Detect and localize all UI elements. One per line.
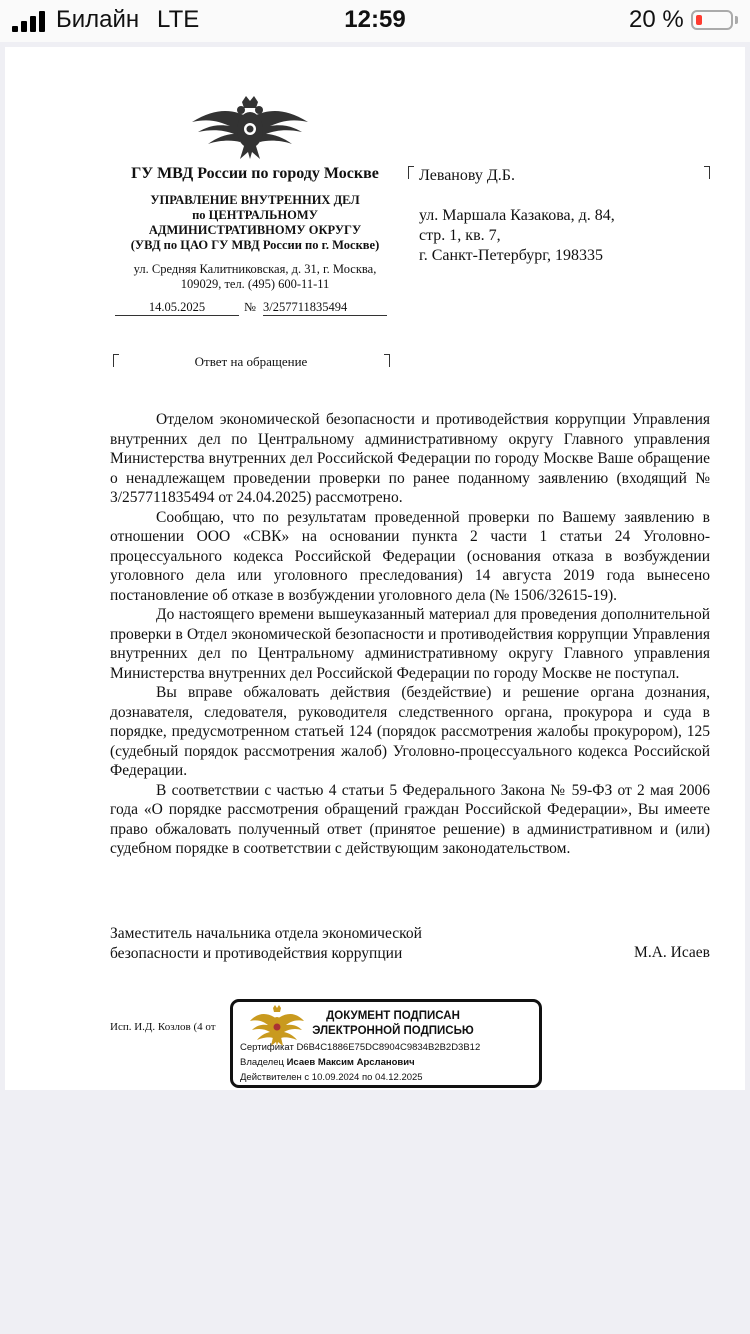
stamp-title-line: ЭЛЕКТРОННОЙ ПОДПИСЬЮ (312, 1025, 474, 1037)
battery-percent: 20 % (629, 6, 684, 33)
status-bar (0, 0, 750, 42)
recipient-name: Леванову Д.Б. (419, 167, 515, 184)
paragraph: В соответствии с частью 4 статьи 5 Федерального Закона № 59-ФЗ от 2 мая 2006 года «О порядке рассмотрения обращений граждан Российской Федерации», Вы имеете право обжаловать полученный ответ (принятое решение) в административном и (или) судебном порядке в соответствии с действующим законодательством. (110, 781, 710, 857)
electronic-signature-stamp (230, 999, 542, 1088)
org-department-line: АДМИНИСТРАТИВНОМУ ОКРУГУ (148, 223, 362, 237)
battery-tip (735, 16, 738, 24)
stamp-title-line: ДОКУМЕНТ ПОДПИСАН (326, 1010, 460, 1022)
paragraph: Сообщаю, что по результатам проведенной проверки по Вашему заявлению в отношении ООО «СВК» на основании пункта 2 части 1 статьи 24 Уголовно-процессуального кодекса Российской Федерации (основания отказа в возбуждении уголовного дела или уголовного преследования) 14 августа 2019 года вынесено постановление об отказе в возбуждении уголовного дела (№ 1506/32615-19). (110, 508, 710, 604)
signer-title-line: безопасности и противодействия коррупции (110, 945, 403, 962)
org-department-line: по ЦЕНТРАЛЬНОМУ (192, 208, 318, 222)
certificate-line (240, 1042, 480, 1053)
validity-line: Действителен с 10.09.2024 по 04.12.2025 (240, 1072, 423, 1083)
recipient-block (419, 166, 615, 266)
certificate-value: D6B4C1886E75DC8904C9834B2B2D3B12 (296, 1042, 481, 1053)
carrier-name: Билайн (56, 6, 140, 33)
subject-line: Ответ на обращение (194, 354, 308, 369)
org-address (110, 262, 400, 292)
letter-body (110, 410, 710, 859)
executor-note: Исп. И.Д. Козлов (4 от (110, 1021, 216, 1033)
signer-title (110, 924, 422, 964)
signer-title-line: Заместитель начальника отдела экономической (110, 925, 422, 942)
clock: 12:59 (344, 6, 406, 33)
double-headed-eagle-emblem (190, 96, 310, 160)
owner-line (240, 1057, 415, 1068)
org-name: ГУ МВД России по городу Москве (131, 165, 379, 182)
registration-number-label: № (244, 300, 256, 314)
org-department (110, 193, 400, 253)
signer-name: М.А. Исаев (634, 944, 710, 961)
battery-icon (691, 10, 733, 30)
eagle-emblem-icon (249, 1005, 305, 1047)
bracket-top-right (704, 166, 710, 179)
org-department-line: (УВД по ЦАО ГУ МВД России по г. Москве) (130, 238, 380, 252)
registration-number: 3/257711835494 (263, 300, 387, 316)
owner-label: Владелец (240, 1057, 284, 1068)
recipient-address-line: ул. Маршала Казакова, д. 84, (419, 207, 615, 224)
bracket-top-left (408, 166, 414, 179)
network-type: LTE (157, 6, 200, 33)
paragraph: Отделом экономической безопасности и противодействия коррупции Управления внутренних дел по Центральному административному округу Главного управления Министерства внутренних дел Российской Федерации по городу Москве Ваше обращение о ненадлежащем проведении проверки по ранее поданному заявлению (входящий № 3/257711835494 от 24.04.2025) рассмотрено. (110, 411, 710, 506)
org-department-line: УПРАВЛЕНИЕ ВНУТРЕННИХ ДЕЛ (150, 193, 360, 207)
certificate-label: Сертификат (240, 1042, 294, 1053)
paragraph: До настоящего времени вышеуказанный материал для проведения дополнительной проверки в Отдел экономической безопасности и противодействия коррупции Управления внутренних дел по Центральному административному округу Главного управления Министерства внутренних дел Российской Федерации по городу Москве не поступал. (110, 606, 710, 682)
paragraph: Вы вправе обжаловать действия (бездействие) и решение органа дознания, дознавателя, следователя, руководителя следственного органа, прокурора и суда в порядке, предусмотренном статьей 124 (порядок рассмотрения жалобы прокурором), 125 (судебный порядок рассмотрения жалоб) Уголовно-процессуального кодекса Российской Федерации. (110, 684, 710, 779)
org-address-line: 109029, тел. (495) 600-11-11 (180, 277, 330, 291)
registration-date: 14.05.2025 (115, 300, 239, 316)
owner-value: Исаев Максим Арсланович (286, 1057, 415, 1068)
org-address-line: ул. Средняя Калитниковская, д. 31, г. Москва, (133, 262, 377, 276)
sender-organization (110, 165, 400, 292)
recipient-address-line: стр. 1, кв. 7, (419, 227, 501, 244)
recipient-address (419, 206, 615, 266)
recipient-address-line: г. Санкт-Петербург, 198335 (419, 247, 604, 264)
battery-level (696, 15, 702, 25)
stamp-title (305, 1009, 481, 1039)
